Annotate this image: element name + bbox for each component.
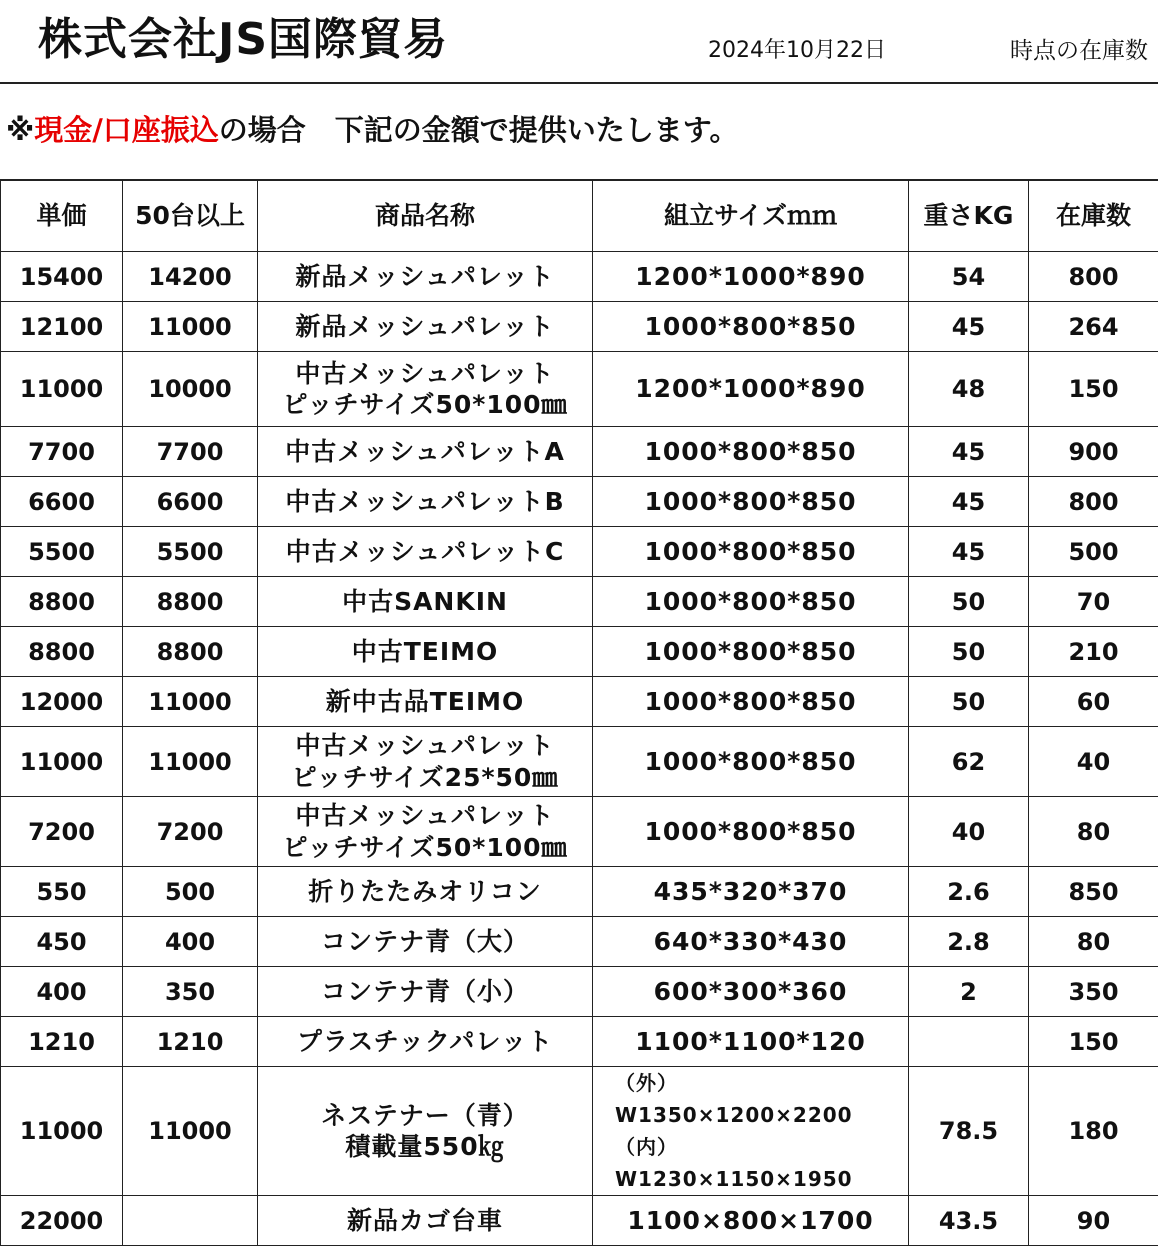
cell-unit-price: 400 <box>1 967 123 1017</box>
cell-stock: 40 <box>1029 727 1158 797</box>
cell-assembly-size: 600*300*360 <box>593 967 909 1017</box>
cell-unit-price: 7200 <box>1 797 123 867</box>
cell-weight: 45 <box>909 527 1029 577</box>
cell-product-name <box>258 302 593 352</box>
product-name-line1: コンテナ青（大） <box>258 926 592 957</box>
cell-weight: 50 <box>909 577 1029 627</box>
cell-bulk-price: 7700 <box>123 427 258 477</box>
note-prefix: ※ <box>6 113 34 147</box>
cell-bulk-price: 11000 <box>123 677 258 727</box>
cell-product-name <box>258 1196 593 1246</box>
cell-bulk-price: 11000 <box>123 727 258 797</box>
cell-weight: 2.6 <box>909 867 1029 917</box>
cell-weight: 40 <box>909 797 1029 867</box>
product-name-line1: 新品メッシュパレット <box>258 261 592 292</box>
cell-bulk-price: 14200 <box>123 252 258 302</box>
cell-weight: 78.5 <box>909 1067 1029 1196</box>
cell-weight: 54 <box>909 252 1029 302</box>
cell-unit-price: 12100 <box>1 302 123 352</box>
table-row <box>1 797 1158 867</box>
header-bulk-price: 50台以上 <box>123 180 258 252</box>
cell-unit-price: 11000 <box>1 352 123 427</box>
cell-stock: 800 <box>1029 477 1158 527</box>
cell-assembly-size: 1000*800*850 <box>593 302 909 352</box>
table-row <box>1 867 1158 917</box>
product-name-line1: 中古メッシュパレットC <box>258 536 592 567</box>
table-row <box>1 527 1158 577</box>
cell-unit-price: 450 <box>1 917 123 967</box>
cell-stock: 800 <box>1029 252 1158 302</box>
cell-product-name <box>258 627 593 677</box>
product-name-line1: 折りたたみオリコン <box>258 876 592 907</box>
cell-assembly-size: 1000*800*850 <box>593 577 909 627</box>
cell-bulk-price: 5500 <box>123 527 258 577</box>
cell-product-name <box>258 967 593 1017</box>
payment-note-row <box>0 84 1158 181</box>
note-rest: の場合 下記の金額で提供いたします。 <box>219 113 739 147</box>
cell-unit-price: 12000 <box>1 677 123 727</box>
cell-assembly-size: 640*330*430 <box>593 917 909 967</box>
cell-stock: 264 <box>1029 302 1158 352</box>
size-outer: （外）W1350×1200×2200 <box>615 1067 908 1131</box>
product-name-line1: 新品メッシュパレット <box>258 311 592 342</box>
cell-weight <box>909 1017 1029 1067</box>
cell-product-name <box>258 917 593 967</box>
table-row <box>1 577 1158 627</box>
cell-assembly-size: 1000*800*850 <box>593 427 909 477</box>
product-name-line2: 積載量550㎏ <box>258 1131 592 1162</box>
cell-assembly-size: 1000*800*850 <box>593 527 909 577</box>
cell-stock: 900 <box>1029 427 1158 477</box>
cell-weight: 62 <box>909 727 1029 797</box>
cell-bulk-price: 350 <box>123 967 258 1017</box>
cell-assembly-size: 1100*1100*120 <box>593 1017 909 1067</box>
cell-product-name <box>258 252 593 302</box>
cell-weight: 45 <box>909 427 1029 477</box>
cell-product-name <box>258 427 593 477</box>
cell-stock: 500 <box>1029 527 1158 577</box>
cell-unit-price: 8800 <box>1 627 123 677</box>
header-stock: 在庫数 <box>1029 180 1158 252</box>
header-product-name: 商品名称 <box>258 180 593 252</box>
cell-stock: 80 <box>1029 797 1158 867</box>
product-name-line1: 中古メッシュパレットB <box>258 486 592 517</box>
size-inner: （内）W1230×1150×1950 <box>615 1131 908 1195</box>
table-row <box>1 1067 1158 1196</box>
product-name-line2: ピッチサイズ50*100㎜ <box>258 389 592 420</box>
cell-weight: 2 <box>909 967 1029 1017</box>
stock-as-of-label: 時点の在庫数 <box>1010 40 1148 63</box>
cell-assembly-size: 435*320*370 <box>593 867 909 917</box>
product-name-line2: ピッチサイズ50*100㎜ <box>258 832 592 863</box>
cell-unit-price: 22000 <box>1 1196 123 1246</box>
product-name-line1: 中古SANKIN <box>258 586 592 617</box>
product-name-line2: ピッチサイズ25*50㎜ <box>258 762 592 793</box>
as-of-date: 2024年10月22日 <box>708 40 886 62</box>
cell-unit-price: 11000 <box>1 1067 123 1196</box>
cell-bulk-price: 500 <box>123 867 258 917</box>
product-name-line1: 新品カゴ台車 <box>258 1205 592 1236</box>
cell-weight: 48 <box>909 352 1029 427</box>
cell-assembly-size <box>593 1067 909 1196</box>
header-assembly-size: 組立サイズｍｍ <box>593 180 909 252</box>
table-body <box>1 252 1158 1246</box>
table-row <box>1 967 1158 1017</box>
cell-unit-price: 8800 <box>1 577 123 627</box>
cell-bulk-price: 1210 <box>123 1017 258 1067</box>
cell-bulk-price: 400 <box>123 917 258 967</box>
cell-weight: 45 <box>909 477 1029 527</box>
table-row <box>1 917 1158 967</box>
cell-bulk-price: 7200 <box>123 797 258 867</box>
table-row <box>1 302 1158 352</box>
table-row <box>1 677 1158 727</box>
cell-unit-price: 6600 <box>1 477 123 527</box>
cell-bulk-price: 8800 <box>123 577 258 627</box>
company-name: 株式会社JS国際貿易 <box>38 18 448 62</box>
cell-unit-price: 5500 <box>1 527 123 577</box>
cell-assembly-size: 1000*800*850 <box>593 477 909 527</box>
cell-product-name <box>258 867 593 917</box>
cell-stock: 70 <box>1029 577 1158 627</box>
cell-product-name <box>258 797 593 867</box>
product-name-line1: 中古TEIMO <box>258 636 592 667</box>
product-name-line1: 中古メッシュパレット <box>258 358 592 389</box>
cell-stock: 850 <box>1029 867 1158 917</box>
cell-unit-price: 1210 <box>1 1017 123 1067</box>
header-weight: 重さKG <box>909 180 1029 252</box>
cell-unit-price: 7700 <box>1 427 123 477</box>
note-payment-method: 現金/口座振込 <box>34 113 219 147</box>
table-row <box>1 427 1158 477</box>
cell-stock: 80 <box>1029 917 1158 967</box>
cell-weight: 50 <box>909 677 1029 727</box>
cell-bulk-price: 11000 <box>123 1067 258 1196</box>
cell-weight: 43.5 <box>909 1196 1029 1246</box>
price-table <box>0 179 1158 1246</box>
cell-product-name <box>258 577 593 627</box>
cell-stock: 150 <box>1029 1017 1158 1067</box>
table-row <box>1 477 1158 527</box>
table-row <box>1 252 1158 302</box>
product-name-line1: コンテナ青（小） <box>258 976 592 1007</box>
cell-weight: 2.8 <box>909 917 1029 967</box>
payment-note <box>6 116 738 145</box>
cell-product-name <box>258 527 593 577</box>
cell-unit-price: 11000 <box>1 727 123 797</box>
cell-stock: 90 <box>1029 1196 1158 1246</box>
table-row <box>1 627 1158 677</box>
table-header-row <box>1 180 1158 252</box>
cell-bulk-price: 10000 <box>123 352 258 427</box>
table-row <box>1 1196 1158 1246</box>
cell-assembly-size: 1200*1000*890 <box>593 352 909 427</box>
product-name-line1: ネステナー（青） <box>258 1100 592 1131</box>
title-row <box>0 0 1158 84</box>
cell-assembly-size: 1000*800*850 <box>593 627 909 677</box>
product-name-line1: 中古メッシュパレット <box>258 730 592 761</box>
cell-bulk-price: 8800 <box>123 627 258 677</box>
cell-product-name <box>258 477 593 527</box>
cell-assembly-size: 1100×800×1700 <box>593 1196 909 1246</box>
header-unit-price: 単価 <box>1 180 123 252</box>
cell-stock: 60 <box>1029 677 1158 727</box>
cell-product-name <box>258 1017 593 1067</box>
cell-product-name <box>258 352 593 427</box>
table-row <box>1 727 1158 797</box>
cell-weight: 50 <box>909 627 1029 677</box>
product-name-line1: 中古メッシュパレット <box>258 800 592 831</box>
cell-bulk-price: 11000 <box>123 302 258 352</box>
cell-bulk-price <box>123 1196 258 1246</box>
cell-stock: 180 <box>1029 1067 1158 1196</box>
cell-assembly-size: 1000*800*850 <box>593 677 909 727</box>
cell-assembly-size: 1000*800*850 <box>593 797 909 867</box>
cell-unit-price: 15400 <box>1 252 123 302</box>
cell-assembly-size: 1000*800*850 <box>593 727 909 797</box>
cell-assembly-size: 1200*1000*890 <box>593 252 909 302</box>
cell-weight: 45 <box>909 302 1029 352</box>
cell-product-name <box>258 727 593 797</box>
cell-unit-price: 550 <box>1 867 123 917</box>
product-name-line1: 新中古品TEIMO <box>258 686 592 717</box>
product-name-line1: プラスチックパレット <box>258 1026 592 1057</box>
cell-bulk-price: 6600 <box>123 477 258 527</box>
product-name-line1: 中古メッシュパレットA <box>258 436 592 467</box>
cell-product-name <box>258 1067 593 1196</box>
cell-stock: 210 <box>1029 627 1158 677</box>
cell-product-name <box>258 677 593 727</box>
cell-stock: 350 <box>1029 967 1158 1017</box>
table-row <box>1 1017 1158 1067</box>
table-row <box>1 352 1158 427</box>
cell-stock: 150 <box>1029 352 1158 427</box>
